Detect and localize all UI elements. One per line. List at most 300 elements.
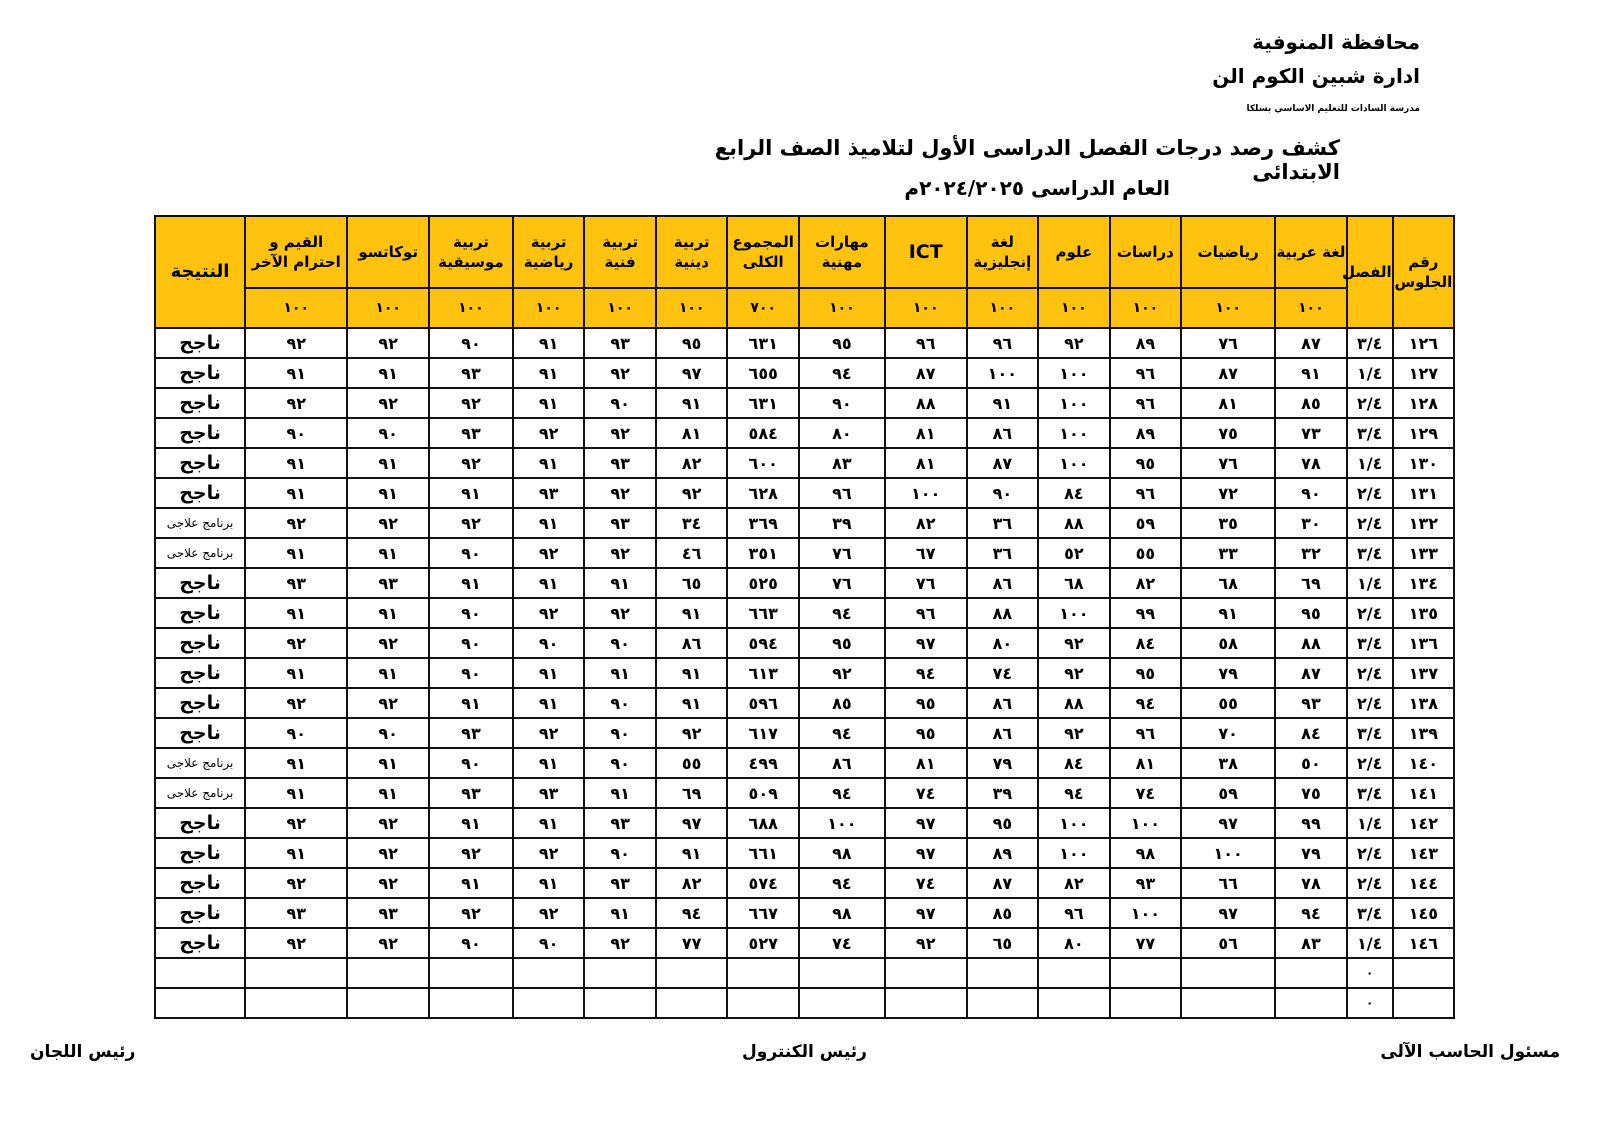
cell-vocational: ٩٨ [799,898,885,928]
cell-values: ٩٣ [245,898,347,928]
cell-vocational: ٣٩ [799,508,885,538]
cell-arabic: ٧٩ [1275,838,1347,868]
cell-vocational: ٩٢ [799,658,885,688]
cell-pe [513,988,585,1018]
cell-art: ٩٣ [584,328,656,358]
cell-vocational: ٧٦ [799,538,885,568]
cell-vocational [799,988,885,1018]
cell-religion: ٩٢ [656,718,728,748]
cell-total: ٦٣١ [727,388,799,418]
cell-seat: ١٣٠ [1393,448,1454,478]
cell-pe: ٩٢ [513,418,585,448]
table-row [155,658,1454,688]
cell-seat: ١٤٠ [1393,748,1454,778]
cell-ict: ٧٤ [885,778,967,808]
cell-vocational: ٩٦ [799,478,885,508]
cell-religion: ٧٧ [656,928,728,958]
cell-ict: ٨١ [885,448,967,478]
cell-science: ٩٢ [1038,328,1110,358]
column-header-religion: تربية دينية [656,216,728,288]
cell-science: ٦٨ [1038,568,1110,598]
cell-english: ٣٩ [967,778,1039,808]
cell-science: ١٠٠ [1038,598,1110,628]
cell-total: ٥٢٧ [727,928,799,958]
cell-vocational: ١٠٠ [799,808,885,838]
cell-music: ٩٢ [429,838,513,868]
cell-arabic: ٨٤ [1275,718,1347,748]
cell-tokatsu: ٩٢ [347,508,429,538]
max-mark-arabic: ١٠٠ [1275,288,1347,328]
column-header-total: المجموع الكلى [727,216,799,288]
cell-seat: ١٤١ [1393,778,1454,808]
cell-religion: ٦٥ [656,568,728,598]
cell-music [429,958,513,988]
cell-ict: ٩٧ [885,838,967,868]
cell-class: ٢/٤ [1347,388,1393,418]
cell-religion: ٣٤ [656,508,728,538]
cell-ict: ٩٢ [885,928,967,958]
cell-music: ٩٠ [429,538,513,568]
cell-pe: ٩١ [513,808,585,838]
cell-religion: ٩١ [656,388,728,418]
cell-studies [1110,988,1182,1018]
cell-english: ٩٠ [967,478,1039,508]
cell-result: ناجح [155,898,245,928]
academic-year: العام الدراسى ٢٠٢٤/٢٠٢٥م [904,176,1170,200]
cell-studies: ٩٤ [1110,688,1182,718]
table-row [155,418,1454,448]
cell-studies: ٩٩ [1110,598,1182,628]
cell-pe: ٩٢ [513,718,585,748]
cell-arabic: ٩٠ [1275,478,1347,508]
cell-art: ٩٠ [584,628,656,658]
cell-studies: ٩٥ [1110,448,1182,478]
max-mark-english: ١٠٠ [967,288,1039,328]
cell-religion: ٩٧ [656,808,728,838]
cell-music: ٩١ [429,868,513,898]
cell-science: ١٠٠ [1038,838,1110,868]
max-mark-art: ١٠٠ [584,288,656,328]
cell-arabic: ٧٥ [1275,778,1347,808]
cell-studies: ٩٦ [1110,388,1182,418]
cell-total: ٦٨٨ [727,808,799,838]
cell-music: ٩٣ [429,418,513,448]
cell-pe: ٩١ [513,508,585,538]
cell-ict [885,988,967,1018]
table-row [155,568,1454,598]
cell-values: ٩١ [245,538,347,568]
cell-total: ٦٦٧ [727,898,799,928]
cell-music: ٩١ [429,808,513,838]
cell-class: ١/٤ [1347,568,1393,598]
cell-studies: ١٠٠ [1110,898,1182,928]
cell-vocational: ٨٣ [799,448,885,478]
cell-music: ٩٢ [429,898,513,928]
cell-english: ٨٨ [967,598,1039,628]
table-row [155,628,1454,658]
table-row [155,988,1454,1018]
cell-arabic: ٥٠ [1275,748,1347,778]
cell-tokatsu: ٩١ [347,778,429,808]
cell-ict: ٨١ [885,748,967,778]
cell-tokatsu: ٩١ [347,658,429,688]
cell-math: ١٠٠ [1181,838,1275,868]
max-mark-studies: ١٠٠ [1110,288,1182,328]
cell-seat: ١٣١ [1393,478,1454,508]
cell-ict: ٨١ [885,418,967,448]
cell-result: ناجح [155,658,245,688]
cell-english: ٩١ [967,388,1039,418]
cell-values: ٩٢ [245,508,347,538]
column-header-art: تربية فنية [584,216,656,288]
cell-pe: ٩١ [513,388,585,418]
signature-computer-officer: مسئول الحاسب الآلى [1380,1042,1560,1062]
cell-result: ناجح [155,358,245,388]
cell-studies: ٨٩ [1110,418,1182,448]
cell-science: ١٠٠ [1038,448,1110,478]
table-row [155,808,1454,838]
cell-total: ٥٢٥ [727,568,799,598]
cell-tokatsu: ٩٠ [347,718,429,748]
cell-religion: ٩١ [656,658,728,688]
table-row [155,358,1454,388]
table-row [155,868,1454,898]
table-row [155,388,1454,418]
cell-arabic: ٨٥ [1275,388,1347,418]
cell-class: ٣/٤ [1347,628,1393,658]
table-row [155,898,1454,928]
max-mark-ict: ١٠٠ [885,288,967,328]
cell-studies: ٧٧ [1110,928,1182,958]
cell-religion: ٦٩ [656,778,728,808]
cell-total: ٥٩٦ [727,688,799,718]
cell-pe: ٩٢ [513,598,585,628]
cell-seat: ١٢٨ [1393,388,1454,418]
cell-math: ٥٥ [1181,688,1275,718]
cell-pe: ٩١ [513,688,585,718]
cell-science: ١٠٠ [1038,808,1110,838]
cell-arabic [1275,958,1347,988]
cell-arabic: ٩٣ [1275,688,1347,718]
cell-tokatsu [347,988,429,1018]
cell-pe: ٩١ [513,568,585,598]
cell-science [1038,988,1110,1018]
cell-science: ٩٦ [1038,898,1110,928]
cell-total: ٦٢٨ [727,478,799,508]
cell-ict: ٧٦ [885,568,967,598]
cell-values: ٩١ [245,448,347,478]
cell-tokatsu: ٩٣ [347,568,429,598]
cell-result [155,958,245,988]
cell-class: ٢/٤ [1347,688,1393,718]
column-header-values: القيم و احترام الآخر [245,216,347,288]
table-row [155,778,1454,808]
cell-seat: ١٤٥ [1393,898,1454,928]
cell-result: ناجح [155,328,245,358]
cell-religion [656,958,728,988]
cell-tokatsu: ٩٢ [347,688,429,718]
cell-art: ٩١ [584,778,656,808]
cell-class: ٠ [1347,988,1393,1018]
cell-total: ٦١٧ [727,718,799,748]
cell-english: ٣٦ [967,538,1039,568]
cell-arabic: ٩٩ [1275,808,1347,838]
cell-class: ١/٤ [1347,358,1393,388]
cell-vocational: ٩٠ [799,388,885,418]
cell-art: ٩١ [584,658,656,688]
cell-values: ٩٠ [245,418,347,448]
cell-seat: ١٤٤ [1393,868,1454,898]
max-mark-music: ١٠٠ [429,288,513,328]
cell-science: ١٠٠ [1038,388,1110,418]
cell-religion: ٨٢ [656,448,728,478]
cell-music: ٩٣ [429,718,513,748]
cell-arabic: ٨٨ [1275,628,1347,658]
cell-ict: ٩٧ [885,628,967,658]
cell-pe: ٩٢ [513,838,585,868]
cell-total: ٣٥١ [727,538,799,568]
table-row [155,598,1454,628]
header-row-labels [155,216,1454,288]
cell-arabic: ٦٩ [1275,568,1347,598]
cell-seat [1393,958,1454,988]
cell-studies: ٧٤ [1110,778,1182,808]
cell-seat: ١٣٥ [1393,598,1454,628]
cell-ict: ٩٧ [885,808,967,838]
cell-values: ٩١ [245,748,347,778]
cell-music: ٩١ [429,568,513,598]
cell-vocational: ٨٥ [799,688,885,718]
table-row [155,448,1454,478]
cell-vocational: ٧٦ [799,568,885,598]
cell-arabic: ٧٨ [1275,868,1347,898]
max-mark-tokatsu: ١٠٠ [347,288,429,328]
cell-math: ٧٩ [1181,658,1275,688]
cell-music: ٩٠ [429,328,513,358]
cell-class: ١/٤ [1347,808,1393,838]
cell-science: ٨٨ [1038,508,1110,538]
cell-tokatsu: ٩١ [347,748,429,778]
table-row [155,748,1454,778]
column-header-pe: تربية رياضية [513,216,585,288]
cell-class: ١/٤ [1347,928,1393,958]
cell-english: ٨٦ [967,718,1039,748]
cell-art: ٩٠ [584,388,656,418]
cell-seat: ١٣٤ [1393,568,1454,598]
cell-values: ٩٢ [245,328,347,358]
cell-math: ٧٦ [1181,448,1275,478]
cell-values: ٩٢ [245,808,347,838]
cell-art: ٩٠ [584,688,656,718]
table-row [155,538,1454,568]
cell-religion: ٩١ [656,598,728,628]
cell-result: برنامج علاجى [155,538,245,568]
cell-seat: ١٣٦ [1393,628,1454,658]
cell-studies: ٨٤ [1110,628,1182,658]
cell-science: ٩٢ [1038,718,1110,748]
cell-studies: ٩٨ [1110,838,1182,868]
cell-pe: ٩٢ [513,538,585,568]
cell-result: ناجح [155,448,245,478]
cell-religion [656,988,728,1018]
cell-religion: ٨٢ [656,868,728,898]
max-mark-science: ١٠٠ [1038,288,1110,328]
cell-vocational: ٩٥ [799,628,885,658]
cell-ict: ٩٥ [885,688,967,718]
cell-art: ٩٣ [584,448,656,478]
cell-studies: ٩٣ [1110,868,1182,898]
cell-religion: ٩١ [656,688,728,718]
cell-english: ٧٩ [967,748,1039,778]
cell-ict: ٨٨ [885,388,967,418]
cell-total: ٣٦٩ [727,508,799,538]
cell-art: ٩٢ [584,358,656,388]
sheet-title: كشف رصد درجات الفصل الدراسى الأول لتلاميذ الصف الرابع الابتدائى [714,136,1340,184]
cell-art: ٩٠ [584,838,656,868]
cell-english: ٨٠ [967,628,1039,658]
cell-class: ٠ [1347,958,1393,988]
cell-studies: ١٠٠ [1110,808,1182,838]
cell-total: ٥٩٤ [727,628,799,658]
cell-pe: ٩١ [513,358,585,388]
column-header-vocational: مهارات مهنية [799,216,885,288]
cell-values: ٩١ [245,658,347,688]
cell-total [727,988,799,1018]
cell-pe [513,958,585,988]
cell-studies: ٨١ [1110,748,1182,778]
cell-result: برنامج علاجى [155,748,245,778]
cell-math: ٣٨ [1181,748,1275,778]
cell-music: ٩١ [429,688,513,718]
cell-vocational: ٩٤ [799,358,885,388]
cell-total: ٦٣١ [727,328,799,358]
cell-english: ٨٩ [967,838,1039,868]
cell-result: ناجح [155,688,245,718]
column-header-music: تربية موسيقية [429,216,513,288]
cell-values [245,958,347,988]
cell-english: ٧٤ [967,658,1039,688]
column-header-studies: دراسات [1110,216,1182,288]
cell-science: ٨٤ [1038,478,1110,508]
column-header-science: علوم [1038,216,1110,288]
cell-class: ٣/٤ [1347,718,1393,748]
cell-ict: ٨٧ [885,358,967,388]
cell-values [245,988,347,1018]
cell-tokatsu: ٩١ [347,538,429,568]
column-header-ict: ICT [885,216,967,288]
cell-religion: ٥٥ [656,748,728,778]
cell-class: ٢/٤ [1347,478,1393,508]
cell-total: ٦٦١ [727,838,799,868]
cell-class: ٢/٤ [1347,598,1393,628]
cell-art: ٩١ [584,898,656,928]
cell-math: ٣٣ [1181,538,1275,568]
cell-pe: ٩١ [513,658,585,688]
cell-math: ٧٦ [1181,328,1275,358]
table-row [155,508,1454,538]
cell-english [967,988,1039,1018]
cell-tokatsu: ٩١ [347,448,429,478]
cell-values: ٩١ [245,838,347,868]
cell-math: ٨٧ [1181,358,1275,388]
cell-vocational: ٩٥ [799,328,885,358]
max-mark-vocational: ١٠٠ [799,288,885,328]
cell-science: ٩٢ [1038,658,1110,688]
cell-studies: ٩٦ [1110,718,1182,748]
cell-pe: ٩٣ [513,478,585,508]
cell-art: ٩٣ [584,868,656,898]
cell-studies: ٩٥ [1110,658,1182,688]
cell-music: ٩٠ [429,628,513,658]
cell-art: ٩٢ [584,598,656,628]
cell-vocational [799,958,885,988]
cell-tokatsu: ٩٢ [347,628,429,658]
cell-seat: ١٣٧ [1393,658,1454,688]
table-row [155,688,1454,718]
cell-religion: ٩٤ [656,898,728,928]
cell-arabic: ٩١ [1275,358,1347,388]
cell-pe: ٩١ [513,748,585,778]
cell-seat: ١٤٦ [1393,928,1454,958]
cell-values: ٩٣ [245,568,347,598]
cell-seat: ١٢٩ [1393,418,1454,448]
cell-math: ٧٠ [1181,718,1275,748]
cell-math [1181,958,1275,988]
cell-math: ٩٧ [1181,898,1275,928]
cell-studies: ٩٦ [1110,478,1182,508]
cell-arabic: ٨٣ [1275,928,1347,958]
cell-result: برنامج علاجى [155,778,245,808]
cell-seat: ١٤٣ [1393,838,1454,868]
header-row-max-marks [155,288,1454,328]
cell-seat: ١٣٣ [1393,538,1454,568]
cell-result: ناجح [155,568,245,598]
cell-tokatsu: ٩١ [347,358,429,388]
cell-studies: ٥٩ [1110,508,1182,538]
cell-total: ٦٥٥ [727,358,799,388]
cell-result: ناجح [155,478,245,508]
cell-music [429,988,513,1018]
cell-tokatsu: ٩٢ [347,928,429,958]
cell-result: ناجح [155,418,245,448]
cell-tokatsu: ٩٢ [347,838,429,868]
cell-tokatsu: ٩٢ [347,388,429,418]
cell-math: ٦٨ [1181,568,1275,598]
column-header-arabic: لغة عربية [1275,216,1347,288]
cell-tokatsu: ٩٢ [347,328,429,358]
cell-science: ١٠٠ [1038,358,1110,388]
cell-science: ٩٤ [1038,778,1110,808]
cell-values: ٩٢ [245,928,347,958]
cell-science: ٥٢ [1038,538,1110,568]
cell-music: ٩٢ [429,448,513,478]
cell-values: ٩١ [245,778,347,808]
cell-result: ناجح [155,388,245,418]
cell-english: ٨٦ [967,568,1039,598]
table-row [155,328,1454,358]
administration-name: ادارة شبين الكوم الن [1212,64,1420,88]
cell-tokatsu [347,958,429,988]
cell-values: ٩١ [245,598,347,628]
cell-seat: ١٢٦ [1393,328,1454,358]
cell-ict [885,958,967,988]
cell-values: ٩٢ [245,868,347,898]
cell-science: ٨٢ [1038,868,1110,898]
cell-arabic: ٨٧ [1275,658,1347,688]
cell-vocational: ٩٨ [799,838,885,868]
cell-result: ناجح [155,838,245,868]
cell-seat: ١٤٢ [1393,808,1454,838]
